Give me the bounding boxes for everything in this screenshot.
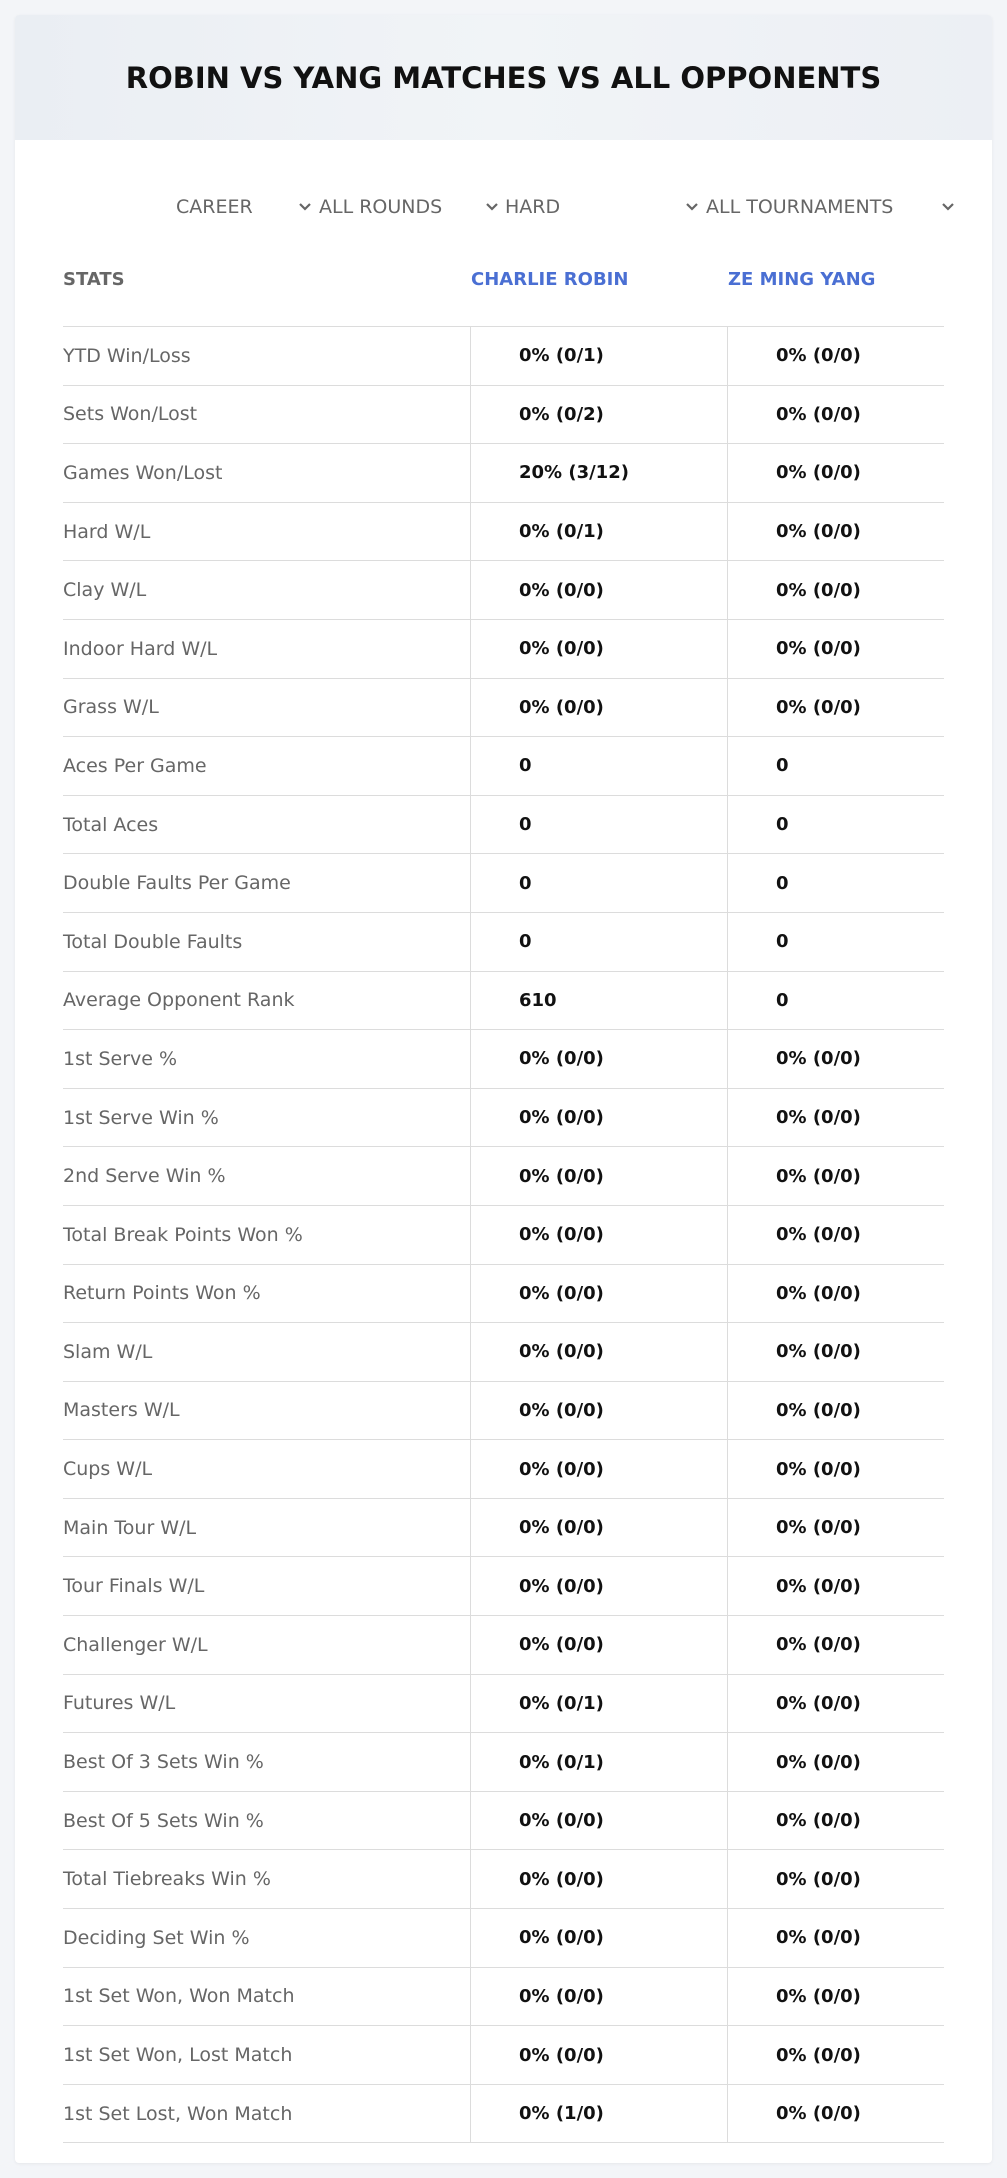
table-row — [63, 386, 944, 445]
table-row — [63, 561, 944, 620]
stat-value-player1: 0% (0/1) — [519, 521, 604, 543]
stat-value-player2: 0% (0/0) — [776, 1399, 861, 1421]
stat-label: Best Of 3 Sets Win % — [63, 1751, 264, 1774]
stat-label: Average Opponent Rank — [63, 989, 295, 1012]
column-divider — [470, 327, 471, 2143]
stat-value-player2: 0% (0/0) — [776, 1282, 861, 1304]
stat-label: 1st Set Won, Won Match — [63, 1985, 295, 2008]
stat-value-player1: 0% (0/1) — [519, 1692, 604, 1714]
stat-label: Clay W/L — [63, 579, 147, 602]
stat-label: Main Tour W/L — [63, 1516, 197, 1539]
stat-value-player1: 0% (0/0) — [519, 696, 604, 718]
stat-value-player2: 0 — [776, 931, 789, 953]
stat-value-player1: 0% (0/0) — [519, 1165, 604, 1187]
stat-label: Return Points Won % — [63, 1282, 261, 1305]
stat-value-player1: 0% (0/0) — [519, 1399, 604, 1421]
table-row — [63, 1030, 944, 1089]
table-row — [63, 503, 944, 562]
stat-value-player1: 0% (0/0) — [519, 1048, 604, 1070]
stat-value-player1: 0% (0/1) — [519, 345, 604, 367]
stat-value-player1: 0% (0/0) — [519, 1810, 604, 1832]
table-row — [63, 1616, 944, 1675]
filter-label: ALL ROUNDS — [319, 196, 443, 218]
stat-label: YTD Win/Loss — [63, 344, 191, 367]
stat-value-player2: 0% (0/0) — [776, 521, 861, 543]
table-body — [63, 327, 944, 2143]
stats-table — [63, 247, 944, 2143]
stat-label: Total Aces — [63, 813, 159, 836]
stat-label: Best Of 5 Sets Win % — [63, 1809, 264, 1832]
stat-value-player2: 0% (0/0) — [776, 462, 861, 484]
stat-value-player2: 0% (0/0) — [776, 1810, 861, 1832]
stat-value-player2: 0% (0/0) — [776, 1165, 861, 1187]
stat-label: Total Break Points Won % — [63, 1223, 303, 1246]
stat-value-player2: 0 — [776, 814, 789, 836]
stat-label: Masters W/L — [63, 1399, 180, 1422]
column-header-player2[interactable]: ZE MING YANG — [728, 269, 876, 290]
table-row — [63, 620, 944, 679]
table-row — [63, 2085, 944, 2144]
filter-rounds-dropdown[interactable] — [319, 187, 499, 227]
stat-value-player1: 0% (0/0) — [519, 1517, 604, 1539]
stat-value-player2: 0% (0/0) — [776, 1575, 861, 1597]
stat-value-player2: 0% (0/0) — [776, 1985, 861, 2007]
filter-label: ALL TOURNAMENTS — [706, 196, 894, 218]
stat-label: Indoor Hard W/L — [63, 637, 218, 660]
column-divider — [727, 327, 728, 2143]
table-row — [63, 1440, 944, 1499]
table-row — [63, 1089, 944, 1148]
stat-label: Sets Won/Lost — [63, 403, 198, 426]
stat-value-player1: 0% (0/0) — [519, 1634, 604, 1656]
stat-value-player2: 0% (0/0) — [776, 1868, 861, 1890]
stat-label: Aces Per Game — [63, 754, 207, 777]
stat-value-player1: 0% (0/0) — [519, 579, 604, 601]
stat-label: Total Tiebreaks Win % — [63, 1868, 271, 1891]
stat-value-player2: 0% (0/0) — [776, 345, 861, 367]
stat-label: Slam W/L — [63, 1340, 153, 1363]
stat-value-player1: 0% (0/0) — [519, 1458, 604, 1480]
stat-value-player2: 0% (0/0) — [776, 1517, 861, 1539]
stat-value-player2: 0% (0/0) — [776, 579, 861, 601]
stat-value-player1: 610 — [519, 989, 557, 1011]
stat-value-player2: 0% (0/0) — [776, 1341, 861, 1363]
chevron-down-icon — [941, 200, 955, 214]
stat-value-player1: 0% (0/0) — [519, 1868, 604, 1890]
stat-value-player1: 0% (0/0) — [519, 2044, 604, 2066]
stat-value-player2: 0% (0/0) — [776, 1751, 861, 1773]
stat-label: 1st Serve Win % — [63, 1106, 219, 1129]
stat-value-player1: 0 — [519, 931, 532, 953]
stat-label: Deciding Set Win % — [63, 1926, 250, 1949]
filter-label: HARD — [505, 196, 561, 218]
stat-value-player2: 0% (0/0) — [776, 1048, 861, 1070]
stat-value-player1: 0% (1/0) — [519, 2103, 604, 2125]
stat-label: Cups W/L — [63, 1458, 153, 1481]
table-row — [63, 1675, 944, 1734]
stat-value-player1: 0% (0/2) — [519, 403, 604, 425]
stat-label: Grass W/L — [63, 696, 159, 719]
table-row — [63, 1382, 944, 1441]
table-row — [63, 1323, 944, 1382]
stat-value-player1: 0% (0/0) — [519, 1927, 604, 1949]
stat-value-player1: 0% (0/0) — [519, 638, 604, 660]
table-row — [63, 1265, 944, 1324]
stat-value-player1: 0 — [519, 872, 532, 894]
stat-label: 1st Set Lost, Won Match — [63, 2102, 293, 2125]
stat-value-player2: 0 — [776, 872, 789, 894]
stat-label: 2nd Serve Win % — [63, 1165, 226, 1188]
stat-value-player1: 0% (0/0) — [519, 1985, 604, 2007]
stat-label: Challenger W/L — [63, 1633, 208, 1656]
table-row — [63, 444, 944, 503]
card-header — [15, 15, 992, 140]
stat-value-player2: 0% (0/0) — [776, 1634, 861, 1656]
stat-value-player1: 0% (0/0) — [519, 1224, 604, 1246]
table-row — [63, 2026, 944, 2085]
table-row — [63, 1147, 944, 1206]
table-row — [63, 1733, 944, 1792]
filter-label: CAREER — [176, 196, 253, 218]
stat-label: Tour Finals W/L — [63, 1575, 205, 1598]
table-row — [63, 1909, 944, 1968]
stat-value-player1: 20% (3/12) — [519, 462, 629, 484]
chevron-down-icon — [298, 200, 312, 214]
table-row — [63, 327, 944, 386]
table-row — [63, 972, 944, 1031]
table-row — [63, 679, 944, 738]
stat-value-player2: 0% (0/0) — [776, 1927, 861, 1949]
stat-label: Hard W/L — [63, 520, 151, 543]
stat-label: Total Double Faults — [63, 930, 243, 953]
stat-label: 1st Set Won, Lost Match — [63, 2044, 293, 2067]
stat-value-player1: 0% (0/0) — [519, 1575, 604, 1597]
table-row — [63, 1968, 944, 2027]
filter-career-dropdown[interactable] — [176, 187, 312, 227]
column-header-stats: STATS — [63, 269, 125, 290]
stat-value-player1: 0 — [519, 814, 532, 836]
stat-value-player2: 0% (0/0) — [776, 1692, 861, 1714]
stat-value-player2: 0% (0/0) — [776, 403, 861, 425]
stat-label: Double Faults Per Game — [63, 872, 291, 895]
stat-value-player1: 0% (0/0) — [519, 1282, 604, 1304]
stat-value-player2: 0% (0/0) — [776, 2044, 861, 2066]
table-row — [63, 854, 944, 913]
table-row — [63, 737, 944, 796]
table-row — [63, 1206, 944, 1265]
column-header-player1[interactable]: CHARLIE ROBIN — [471, 269, 629, 290]
stat-value-player2: 0% (0/0) — [776, 1107, 861, 1129]
stat-value-player2: 0 — [776, 755, 789, 777]
filter-surface-dropdown[interactable] — [505, 187, 699, 227]
table-row — [63, 796, 944, 855]
table-row — [63, 1557, 944, 1616]
stat-value-player2: 0% (0/0) — [776, 696, 861, 718]
filter-tournaments-dropdown[interactable] — [706, 187, 955, 227]
stat-value-player2: 0 — [776, 989, 789, 1011]
stat-label: Futures W/L — [63, 1692, 176, 1715]
stat-value-player1: 0% (0/1) — [519, 1751, 604, 1773]
table-row — [63, 1850, 944, 1909]
stat-value-player2: 0% (0/0) — [776, 1458, 861, 1480]
stat-value-player1: 0% (0/0) — [519, 1341, 604, 1363]
stats-card — [15, 15, 992, 2163]
stat-value-player2: 0% (0/0) — [776, 2103, 861, 2125]
stat-value-player2: 0% (0/0) — [776, 638, 861, 660]
table-row — [63, 1792, 944, 1851]
stat-label: 1st Serve % — [63, 1047, 178, 1070]
chevron-down-icon — [485, 200, 499, 214]
table-row — [63, 913, 944, 972]
page-title: ROBIN VS YANG MATCHES VS ALL OPPONENTS — [125, 60, 882, 95]
table-header — [63, 247, 944, 327]
stat-value-player2: 0% (0/0) — [776, 1224, 861, 1246]
table-row — [63, 1499, 944, 1558]
chevron-down-icon — [685, 200, 699, 214]
filter-bar — [15, 187, 992, 227]
stat-value-player1: 0 — [519, 755, 532, 777]
stat-label: Games Won/Lost — [63, 461, 223, 484]
stat-value-player1: 0% (0/0) — [519, 1107, 604, 1129]
